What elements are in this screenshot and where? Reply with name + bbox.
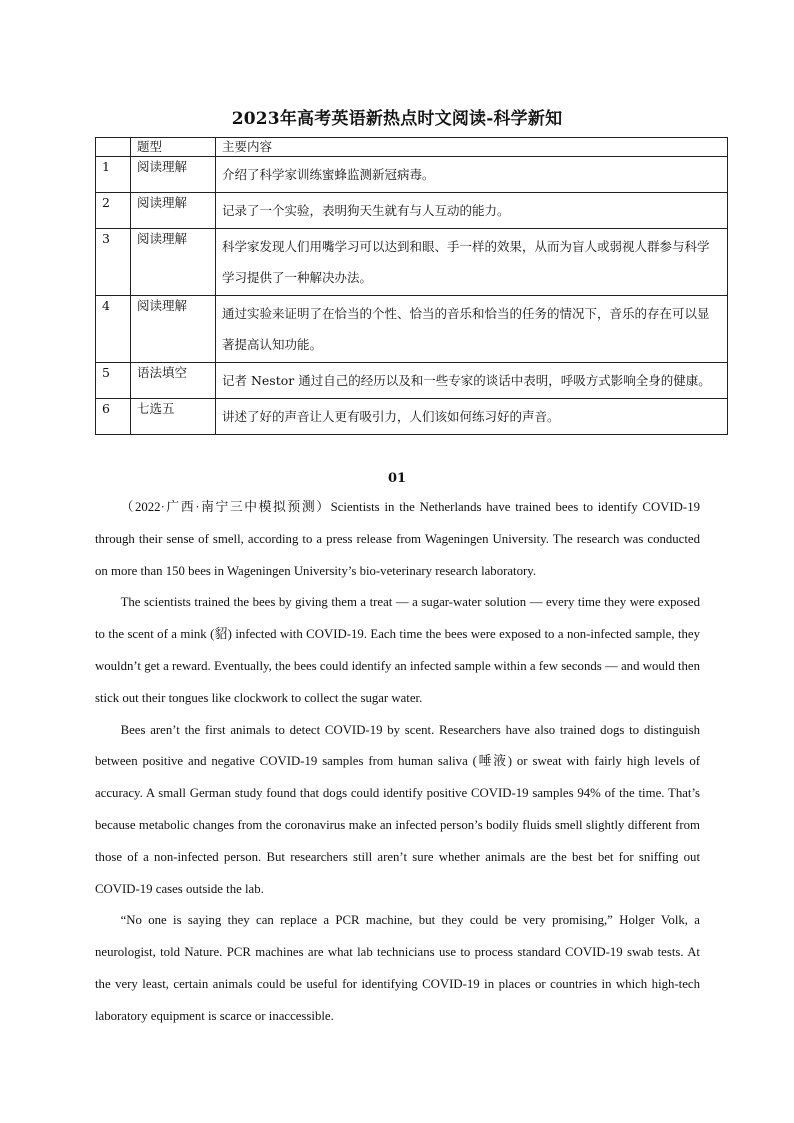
table-header-row xyxy=(96,138,728,157)
row-question-type: 阅读理解 xyxy=(131,157,216,193)
row-question-type: 阅读理解 xyxy=(131,229,216,296)
section-number: 01 xyxy=(387,471,407,486)
article-paragraph: （2022·广西·南宁三中模拟预测）Scientists in the Netherlands have trained bees to identify COVID-19 through their sense of smell, according to a press release from Wageningen University. The research was conducted on more than 150 bees in Wageningen University’s bio-veterinary research laboratory. xyxy=(95,500,700,578)
article-body xyxy=(95,492,700,1033)
summary-table xyxy=(95,137,728,435)
row-number: 5 xyxy=(96,363,131,399)
page-title: 2023年高考英语新热点时文阅读-科学新知 xyxy=(231,109,563,129)
row-content: 科学家发现人们用嘴学习可以达到和眼、手一样的效果，从而为盲人或弱视人群参与科学学习提供了一种解决办法。 xyxy=(216,229,728,296)
row-question-type: 阅读理解 xyxy=(131,296,216,363)
row-number: 1 xyxy=(96,157,131,193)
header-question-type: 题型 xyxy=(131,138,216,157)
header-number xyxy=(96,138,131,157)
article-paragraph: “No one is saying they can replace a PCR machine, but they could be very promising,” Holger Volk, a neurologist, told Nature. PCR machines are what lab technicians use to process standard COVID-19 swab tests. At the very least, certain animals could be useful for identifying COVID-19 in places or countries in which high-tech laboratory equipment is scarce or inaccessible. xyxy=(95,913,700,1023)
table-row xyxy=(96,399,728,435)
row-question-type: 阅读理解 xyxy=(131,193,216,229)
row-content: 介绍了科学家训练蜜蜂监测新冠病毒。 xyxy=(216,157,728,193)
article-paragraph: The scientists trained the bees by giving them a treat — a sugar-water solution — every time they were exposed to the scent of a mink (貂) infected with COVID-19. Each time the bees were exposed to a non-infected sample, they wouldn’t get a reward. Eventually, the bees could identify an infected sample within a few seconds — and would then stick out their tongues like clockwork to collect the sugar water. xyxy=(95,595,700,705)
row-question-type: 七选五 xyxy=(131,399,216,435)
row-content: 通过实验来证明了在恰当的个性、恰当的音乐和恰当的任务的情况下，音乐的存在可以显著提高认知功能。 xyxy=(216,296,728,363)
article-paragraph: Bees aren’t the first animals to detect COVID-19 by scent. Researchers have also trained dogs to distinguish between positive and negative COVID-19 samples from human saliva (唾液) or sweat with fairly high levels of accuracy. A small German study found that dogs could identify positive COVID-19 samples 94% of the time. That’s because metabolic changes from the coronavirus make an infected person’s bodily fluids smell slightly different from those of a non-infected person. But researchers still aren’t sure whether animals are the best bet for sniffing out COVID-19 cases outside the lab. xyxy=(95,722,700,896)
table-row xyxy=(96,157,728,193)
table-row xyxy=(96,296,728,363)
row-number: 4 xyxy=(96,296,131,363)
row-content: 讲述了好的声音让人更有吸引力，人们该如何练习好的声音。 xyxy=(216,399,728,435)
row-number: 2 xyxy=(96,193,131,229)
row-number: 3 xyxy=(96,229,131,296)
row-content: 记者 Nestor 通过自己的经历以及和一些专家的谈话中表明，呼吸方式影响全身的健康。 xyxy=(216,363,728,399)
row-content: 记录了一个实验，表明狗天生就有与人互动的能力。 xyxy=(216,193,728,229)
row-question-type: 语法填空 xyxy=(131,363,216,399)
table-row xyxy=(96,193,728,229)
table-row xyxy=(96,229,728,296)
header-main-content: 主要内容 xyxy=(216,138,728,157)
table-row xyxy=(96,363,728,399)
row-number: 6 xyxy=(96,399,131,435)
